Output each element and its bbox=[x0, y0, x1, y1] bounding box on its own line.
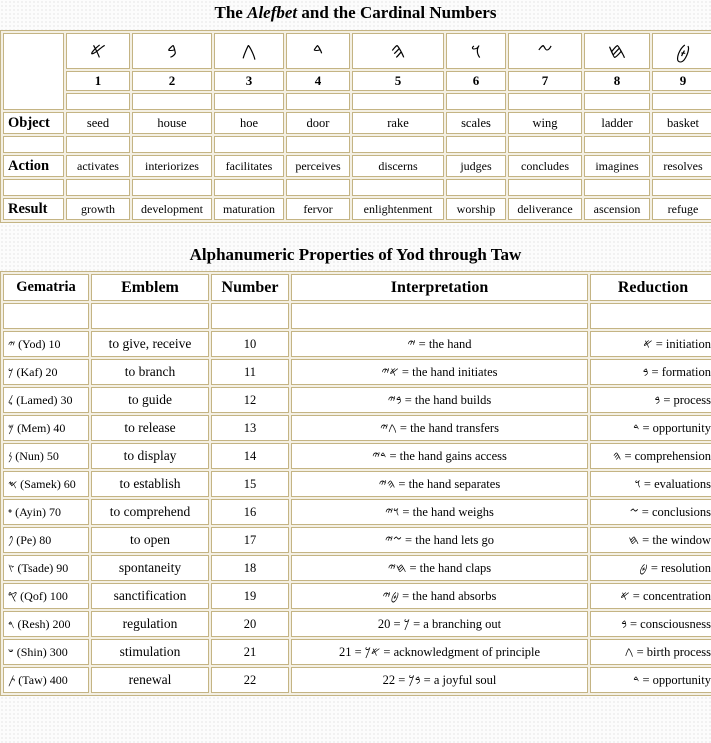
action-cell: judges bbox=[446, 155, 506, 177]
result-cell: enlightenment bbox=[352, 198, 444, 220]
interpretation-cell: 𐤇𐤉 = the hand claps bbox=[291, 555, 588, 581]
emblem-cell: to open bbox=[91, 527, 209, 553]
interpretation-cell: 𐤄𐤉 = the hand separates bbox=[291, 471, 588, 497]
gematria-label: (Yod) 10 bbox=[15, 336, 61, 351]
number-row bbox=[3, 71, 711, 91]
interpretation-cell: 𐤁𐤉 = the hand builds bbox=[291, 387, 588, 413]
gematria-label: (Nun) 50 bbox=[12, 448, 59, 463]
header-emblem: Emblem bbox=[91, 274, 209, 301]
gematria-cell bbox=[3, 611, 89, 637]
blank-cell bbox=[66, 93, 130, 110]
action-cell: discerns bbox=[352, 155, 444, 177]
number-cell: 17 bbox=[211, 527, 289, 553]
gematria-label: (Mem) 40 bbox=[14, 420, 66, 435]
table-row bbox=[3, 499, 711, 525]
blank-cell bbox=[214, 179, 284, 196]
reduction-cell: 𐤃 = opportunity bbox=[590, 667, 711, 693]
blank-cell bbox=[652, 93, 711, 110]
title-italic: Alefbet bbox=[247, 3, 298, 22]
gematria-cell bbox=[3, 499, 89, 525]
blank-cell bbox=[446, 93, 506, 110]
blank-cell bbox=[66, 136, 130, 153]
emblem-cell: spontaneity bbox=[91, 555, 209, 581]
emblem-cell: renewal bbox=[91, 667, 209, 693]
table-row bbox=[3, 443, 711, 469]
emblem-cell: to comprehend bbox=[91, 499, 209, 525]
number-cell: 18 bbox=[211, 555, 289, 581]
gematria-label: (Tsade) 90 bbox=[14, 560, 69, 575]
interpretation-cell: 𐤅𐤉 = the hand weighs bbox=[291, 499, 588, 525]
emblem-cell: to release bbox=[91, 415, 209, 441]
table-row bbox=[3, 527, 711, 553]
glyph-cell: 𐤀 bbox=[66, 33, 130, 69]
letter-symbol: 𐤉 bbox=[8, 337, 16, 351]
letter-symbol: 𐤌 bbox=[8, 421, 15, 435]
letter-symbol: 𐤏 bbox=[8, 505, 13, 519]
emblem-cell: to establish bbox=[91, 471, 209, 497]
title-rest: and the Cardinal Numbers bbox=[297, 3, 497, 22]
blank-cell bbox=[446, 179, 506, 196]
gematria-cell bbox=[3, 359, 89, 385]
gematria-cell bbox=[3, 667, 89, 693]
gematria-label: (Lamed) 30 bbox=[13, 392, 73, 407]
object-cell: rake bbox=[352, 112, 444, 134]
blank-cell bbox=[652, 179, 711, 196]
emblem-cell: to guide bbox=[91, 387, 209, 413]
result-cell: growth bbox=[66, 198, 130, 220]
action-cell: activates bbox=[66, 155, 130, 177]
gematria-label: (Qof) 100 bbox=[17, 588, 68, 603]
number-cell: 12 bbox=[211, 387, 289, 413]
blank-cell bbox=[508, 179, 582, 196]
number-cell: 1 bbox=[66, 71, 130, 91]
header-interpretation: Interpretation bbox=[291, 274, 588, 301]
reduction-cell: 𐤂 = birth process bbox=[590, 639, 711, 665]
interpretation-cell: 𐤃𐤉 = the hand gains access bbox=[291, 443, 588, 469]
gematria-cell bbox=[3, 583, 89, 609]
object-cell: ladder bbox=[584, 112, 650, 134]
blank-row bbox=[3, 93, 711, 110]
number-cell: 11 bbox=[211, 359, 289, 385]
number-cell: 2 bbox=[132, 71, 212, 91]
gematria-label: (Resh) 200 bbox=[14, 616, 71, 631]
glyph-cell: 𐤈 bbox=[652, 33, 711, 69]
interpretation-cell: 𐤆𐤉 = the hand lets go bbox=[291, 527, 588, 553]
glyph-cell: 𐤆 bbox=[508, 33, 582, 69]
result-cell: ascension bbox=[584, 198, 650, 220]
reduction-cell: 𐤅 = evaluations bbox=[590, 471, 711, 497]
emblem-cell: stimulation bbox=[91, 639, 209, 665]
blank-cell bbox=[590, 303, 711, 329]
blank-cell bbox=[214, 93, 284, 110]
letter-symbol: 𐤑 bbox=[8, 561, 15, 575]
gematria-cell bbox=[3, 471, 89, 497]
table-row bbox=[3, 331, 711, 357]
blank-cell bbox=[132, 93, 212, 110]
emblem-cell: to branch bbox=[91, 359, 209, 385]
blank-cell bbox=[584, 136, 650, 153]
table-row bbox=[3, 415, 711, 441]
number-cell: 9 bbox=[652, 71, 711, 91]
number-cell: 3 bbox=[214, 71, 284, 91]
gematria-cell bbox=[3, 331, 89, 357]
corner-cell bbox=[3, 33, 64, 110]
result-cell: fervor bbox=[286, 198, 350, 220]
number-cell: 8 bbox=[584, 71, 650, 91]
emblem-cell: regulation bbox=[91, 611, 209, 637]
number-cell: 19 bbox=[211, 583, 289, 609]
blank-cell bbox=[214, 136, 284, 153]
result-cell: deliverance bbox=[508, 198, 582, 220]
header-gematria: Gematria bbox=[3, 274, 89, 301]
action-row bbox=[3, 155, 711, 177]
page-title bbox=[0, 0, 711, 30]
object-cell: basket bbox=[652, 112, 711, 134]
number-cell: 16 bbox=[211, 499, 289, 525]
gematria-label: (Kaf) 20 bbox=[13, 364, 58, 379]
blank-cell bbox=[91, 303, 209, 329]
blank-cell bbox=[352, 136, 444, 153]
reduction-cell: 𐤆 = conclusions bbox=[590, 499, 711, 525]
number-cell: 10 bbox=[211, 331, 289, 357]
row-label-result: Result bbox=[3, 198, 64, 220]
interpretation-cell: 𐤈𐤉 = the hand absorbs bbox=[291, 583, 588, 609]
table-row bbox=[3, 387, 711, 413]
result-cell: worship bbox=[446, 198, 506, 220]
blank-cell bbox=[508, 93, 582, 110]
gematria-cell bbox=[3, 443, 89, 469]
glyph-cell: 𐤁 bbox=[132, 33, 212, 69]
table-row bbox=[3, 359, 711, 385]
reduction-cell: 𐤁 = consciousness bbox=[590, 611, 711, 637]
row-label-action: Action bbox=[3, 155, 64, 177]
blank-cell bbox=[3, 303, 89, 329]
interpretation-cell: 20 = 𐤊 = a branching out bbox=[291, 611, 588, 637]
blank-cell bbox=[132, 136, 212, 153]
blank-row bbox=[3, 136, 711, 153]
number-cell: 13 bbox=[211, 415, 289, 441]
number-cell: 14 bbox=[211, 443, 289, 469]
reduction-cell: 𐤀 = initiation bbox=[590, 331, 711, 357]
blank-row bbox=[3, 303, 711, 329]
section-title: Alphanumeric Properties of Yod through Taw bbox=[189, 245, 522, 264]
letter-symbol: 𐤓 bbox=[8, 617, 15, 631]
glyph-cell: 𐤂 bbox=[214, 33, 284, 69]
blank-cell bbox=[286, 136, 350, 153]
blank-cell bbox=[508, 136, 582, 153]
reduction-cell: 𐤁 = formation bbox=[590, 359, 711, 385]
gematria-label: (Pe) 80 bbox=[13, 532, 52, 547]
glyph-row bbox=[3, 33, 711, 69]
glyph-cell: 𐤃 bbox=[286, 33, 350, 69]
interpretation-cell: 𐤂𐤉 = the hand transfers bbox=[291, 415, 588, 441]
table-row bbox=[3, 555, 711, 581]
blank-cell bbox=[446, 136, 506, 153]
blank-cell bbox=[584, 179, 650, 196]
number-cell: 7 bbox=[508, 71, 582, 91]
gematria-label: (Samek) 60 bbox=[17, 476, 76, 491]
table-row bbox=[3, 667, 711, 693]
result-cell: maturation bbox=[214, 198, 284, 220]
interpretation-cell: 𐤉 = the hand bbox=[291, 331, 588, 357]
gematria-cell bbox=[3, 387, 89, 413]
blank-cell bbox=[352, 179, 444, 196]
header-row bbox=[3, 274, 711, 301]
number-cell: 20 bbox=[211, 611, 289, 637]
interpretation-cell: 21 = 𐤀𐤊 = acknowledgment of principle bbox=[291, 639, 588, 665]
table-row bbox=[3, 471, 711, 497]
gematria-label: (Shin) 300 bbox=[13, 644, 68, 659]
letter-symbol: 𐤐 bbox=[8, 533, 14, 547]
letter-symbol: 𐤎 bbox=[8, 477, 18, 491]
object-cell: hoe bbox=[214, 112, 284, 134]
reduction-cell: 𐤈 = resolution bbox=[590, 555, 711, 581]
reduction-cell: 𐤁 = process bbox=[590, 387, 711, 413]
result-row bbox=[3, 198, 711, 220]
action-cell: concludes bbox=[508, 155, 582, 177]
blank-cell bbox=[286, 93, 350, 110]
result-cell: refuge bbox=[652, 198, 711, 220]
interpretation-cell: 𐤀𐤉 = the hand initiates bbox=[291, 359, 588, 385]
result-cell: development bbox=[132, 198, 212, 220]
glyph-cell: 𐤅 bbox=[446, 33, 506, 69]
emblem-cell: to give, receive bbox=[91, 331, 209, 357]
gematria-label: (Taw) 400 bbox=[15, 672, 68, 687]
letter-symbol: 𐤊 bbox=[8, 365, 14, 379]
number-cell: 4 bbox=[286, 71, 350, 91]
gematria-cell bbox=[3, 639, 89, 665]
emblem-cell: sanctification bbox=[91, 583, 209, 609]
header-number: Number bbox=[211, 274, 289, 301]
reduction-cell: 𐤄 = comprehension bbox=[590, 443, 711, 469]
blank-cell bbox=[3, 179, 64, 196]
reduction-cell: 𐤀 = concentration bbox=[590, 583, 711, 609]
glyph-cell: 𐤇 bbox=[584, 33, 650, 69]
object-row bbox=[3, 112, 711, 134]
title-prefix: The bbox=[214, 3, 248, 22]
alefbet-table bbox=[0, 30, 711, 223]
yod-taw-table bbox=[0, 271, 711, 696]
row-label-object: Object bbox=[3, 112, 64, 134]
object-cell: seed bbox=[66, 112, 130, 134]
number-cell: 15 bbox=[211, 471, 289, 497]
blank-cell bbox=[211, 303, 289, 329]
glyph-cell: 𐤄 bbox=[352, 33, 444, 69]
interpretation-cell: 22 = 𐤁𐤊 = a joyful soul bbox=[291, 667, 588, 693]
blank-cell bbox=[291, 303, 588, 329]
number-cell: 22 bbox=[211, 667, 289, 693]
blank-cell bbox=[66, 179, 130, 196]
object-cell: wing bbox=[508, 112, 582, 134]
blank-row bbox=[3, 179, 711, 196]
table2-body bbox=[3, 331, 711, 693]
header-reduction: Reduction bbox=[590, 274, 711, 301]
object-cell: door bbox=[286, 112, 350, 134]
blank-cell bbox=[286, 179, 350, 196]
action-cell: facilitates bbox=[214, 155, 284, 177]
gematria-cell bbox=[3, 527, 89, 553]
blank-cell bbox=[352, 93, 444, 110]
letter-symbol: 𐤋 bbox=[8, 393, 14, 407]
table-row bbox=[3, 583, 711, 609]
blank-cell bbox=[3, 136, 64, 153]
gematria-cell bbox=[3, 555, 89, 581]
action-cell: perceives bbox=[286, 155, 350, 177]
gematria-cell bbox=[3, 415, 89, 441]
table-row bbox=[3, 611, 711, 637]
letter-symbol: 𐤔 bbox=[8, 645, 14, 659]
letter-symbol: 𐤕 bbox=[8, 673, 16, 687]
number-cell: 6 bbox=[446, 71, 506, 91]
letter-symbol: 𐤍 bbox=[8, 449, 13, 463]
blank-cell bbox=[652, 136, 711, 153]
object-cell: house bbox=[132, 112, 212, 134]
letter-symbol: 𐤒 bbox=[8, 589, 18, 603]
reduction-cell: 𐤇 = the window bbox=[590, 527, 711, 553]
blank-cell bbox=[584, 93, 650, 110]
blank-cell bbox=[132, 179, 212, 196]
table-row bbox=[3, 639, 711, 665]
number-cell: 5 bbox=[352, 71, 444, 91]
action-cell: imagines bbox=[584, 155, 650, 177]
action-cell: resolves bbox=[652, 155, 711, 177]
gematria-label: (Ayin) 70 bbox=[12, 504, 61, 519]
reduction-cell: 𐤃 = opportunity bbox=[590, 415, 711, 441]
object-cell: scales bbox=[446, 112, 506, 134]
action-cell: interiorizes bbox=[132, 155, 212, 177]
number-cell: 21 bbox=[211, 639, 289, 665]
emblem-cell: to display bbox=[91, 443, 209, 469]
